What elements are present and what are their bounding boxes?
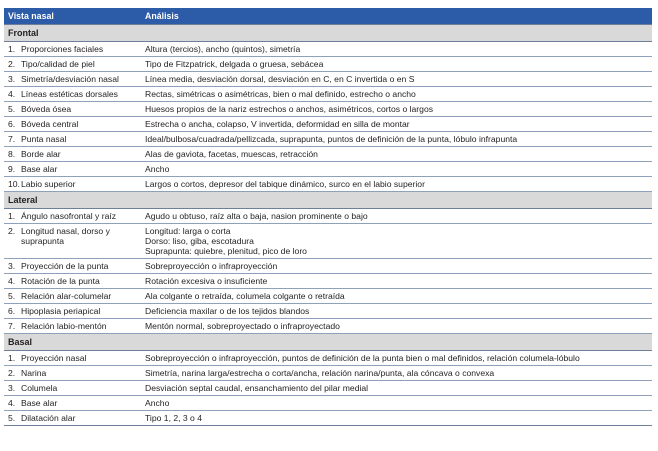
header-analisis: Análisis: [141, 8, 652, 25]
vista-cell: [4, 411, 141, 426]
analysis-cell: [141, 87, 652, 102]
vista-cell: [4, 102, 141, 117]
section-title: Lateral: [4, 192, 652, 209]
analysis-text: Desviación septal caudal, ensanchamiento del pilar medial: [145, 383, 369, 393]
row-label: Rotación de la punta: [21, 276, 100, 286]
row-number: 3.: [8, 383, 16, 393]
table-row: [4, 411, 652, 426]
vista-cell: [4, 147, 141, 162]
row-number: 10.: [8, 179, 20, 189]
vista-cell: [4, 224, 141, 259]
analysis-cell: [141, 274, 652, 289]
analysis-cell: [141, 351, 652, 366]
vista-cell: [4, 72, 141, 87]
section-header-basal: [4, 334, 652, 351]
row-number: 8.: [8, 149, 16, 159]
row-label: Líneas estéticas dorsales: [21, 89, 118, 99]
table-row: [4, 147, 652, 162]
analysis-cell: [141, 42, 652, 57]
analysis-text: Sobreproyección o infraproyección, puntos de definición de la punta bien o mal definidos, relación columela-lóbulo: [145, 353, 580, 363]
analysis-cell: [141, 162, 652, 177]
table-row: [4, 351, 652, 366]
analysis-cell: [141, 117, 652, 132]
row-label: Columela: [21, 383, 58, 393]
row-number: 2.: [8, 59, 16, 69]
analysis-text: Estrecha o ancha, colapso, V invertida, deformidad en silla de montar: [145, 119, 410, 129]
row-label: Borde alar: [21, 149, 61, 159]
row-label: Proyección de la punta: [21, 261, 109, 271]
row-label: Tipo/calidad de piel: [21, 59, 95, 69]
vista-cell: [4, 259, 141, 274]
analysis-cell: [141, 224, 652, 259]
row-label: Hipoplasia periapical: [21, 306, 101, 316]
analysis-text: Ancho: [145, 398, 170, 408]
row-number: 3.: [8, 261, 16, 271]
analysis-cell: [141, 177, 652, 192]
analysis-cell: [141, 72, 652, 87]
row-label: Simetría/desviación nasal: [21, 74, 119, 84]
row-label: Dilatación alar: [21, 413, 76, 423]
row-number: 1.: [8, 211, 16, 221]
section-title: Basal: [4, 334, 652, 351]
analysis-text: Largos o cortos, depresor del tabique dinámico, surco en el labio superior: [145, 179, 425, 189]
table-row: [4, 274, 652, 289]
analysis-text: Ancho: [145, 164, 170, 174]
analysis-cell: [141, 102, 652, 117]
table-row: [4, 42, 652, 57]
table-row: [4, 209, 652, 224]
table-row: [4, 87, 652, 102]
analysis-text: Agudo u obtuso, raíz alta o baja, nasion prominente o bajo: [145, 211, 368, 221]
analysis-cell: [141, 259, 652, 274]
table-row: [4, 177, 652, 192]
analysis-text: Mentón normal, sobreproyectado o infraproyectado: [145, 321, 340, 331]
analysis-cell: [141, 366, 652, 381]
row-number: 3.: [8, 74, 16, 84]
analysis-text: Ideal/bulbosa/cuadrada/pellizcada, suprapunta, puntos de definición de la punta, lóbulo infrapunta: [145, 134, 518, 144]
table-row: [4, 102, 652, 117]
row-label: Labio superior: [21, 179, 76, 189]
row-number: 5.: [8, 413, 16, 423]
analysis-text: Alas de gaviota, facetas, muescas, retracción: [145, 149, 318, 159]
row-number: 7.: [8, 321, 16, 331]
nasal-analysis-table-container: [4, 8, 652, 426]
analysis-text: Simetría, narina larga/estrecha o corta/ancha, relación narina/punta, ala cóncava o convexa: [145, 368, 495, 378]
row-label: Proporciones faciales: [21, 44, 104, 54]
nasal-analysis-table: [4, 8, 652, 426]
row-number: 4.: [8, 276, 16, 286]
analysis-text: Huesos propios de la nariz estrechos o anchos, asimétricos, cortos o largos: [145, 104, 434, 114]
table-row: [4, 72, 652, 87]
row-number: 5.: [8, 291, 16, 301]
vista-cell: [4, 351, 141, 366]
header-vista-nasal: Vista nasal: [4, 8, 141, 25]
table-row: [4, 396, 652, 411]
row-number: 6.: [8, 306, 16, 316]
vista-cell: [4, 132, 141, 147]
analysis-text: Línea media, desviación dorsal, desviación en C, en C invertida o en S: [145, 74, 415, 84]
row-number: 4.: [8, 398, 16, 408]
row-label: Base alar: [21, 398, 58, 408]
row-label: Longitud nasal, dorso y suprapunta: [21, 226, 110, 246]
table-row: [4, 224, 652, 259]
row-label: Base alar: [21, 164, 58, 174]
row-number: 5.: [8, 104, 16, 114]
row-number: 6.: [8, 119, 16, 129]
analysis-text: Ala colgante o retraída, columela colgante o retraída: [145, 291, 345, 301]
analysis-cell: [141, 289, 652, 304]
analysis-text: Tipo de Fitzpatrick, delgada o gruesa, sebácea: [145, 59, 324, 69]
analysis-text: Suprapunta: quiebre, plenitud, pico de loro: [145, 246, 307, 256]
row-number: 7.: [8, 134, 16, 144]
table-row: [4, 162, 652, 177]
row-label: Proyección nasal: [21, 353, 87, 363]
analysis-text: Altura (tercios), ancho (quintos), simetría: [145, 44, 301, 54]
analysis-text: Deficiencia maxilar o de los tejidos blandos: [145, 306, 310, 316]
table-row: [4, 132, 652, 147]
analysis-text: Sobreproyección o infraproyección: [145, 261, 278, 271]
vista-cell: [4, 87, 141, 102]
analysis-cell: [141, 147, 652, 162]
row-label: Relación alar-columelar: [21, 291, 112, 301]
vista-cell: [4, 42, 141, 57]
row-label: Ángulo nasofrontal y raíz: [21, 211, 117, 221]
vista-cell: [4, 304, 141, 319]
table-row: [4, 289, 652, 304]
analysis-cell: [141, 381, 652, 396]
row-number: 2.: [8, 226, 16, 236]
section-title: Frontal: [4, 25, 652, 42]
table-body: [4, 25, 652, 426]
section-header-lateral: [4, 192, 652, 209]
vista-cell: [4, 366, 141, 381]
row-label: Narina: [21, 368, 47, 378]
row-label: Punta nasal: [21, 134, 67, 144]
table-row: [4, 304, 652, 319]
vista-cell: [4, 117, 141, 132]
analysis-cell: [141, 304, 652, 319]
vista-cell: [4, 396, 141, 411]
analysis-text: Longitud: larga o corta: [145, 226, 231, 236]
analysis-cell: [141, 132, 652, 147]
analysis-cell: [141, 209, 652, 224]
analysis-cell: [141, 396, 652, 411]
analysis-text: Rotación excesiva o insuficiente: [145, 276, 268, 286]
vista-cell: [4, 209, 141, 224]
vista-cell: [4, 177, 141, 192]
section-header-frontal: [4, 25, 652, 42]
row-number: 2.: [8, 368, 16, 378]
table-row: [4, 259, 652, 274]
table-row: [4, 319, 652, 334]
vista-cell: [4, 274, 141, 289]
analysis-cell: [141, 319, 652, 334]
table-row: [4, 366, 652, 381]
row-label: Bóveda central: [21, 119, 79, 129]
analysis-text: Tipo 1, 2, 3 o 4: [145, 413, 203, 423]
row-number: 1.: [8, 44, 16, 54]
analysis-cell: [141, 57, 652, 72]
vista-cell: [4, 381, 141, 396]
row-label: Bóveda ósea: [21, 104, 72, 114]
vista-cell: [4, 289, 141, 304]
row-number: 9.: [8, 164, 16, 174]
row-label: Relación labio-mentón: [21, 321, 107, 331]
table-header-row: [4, 8, 652, 25]
vista-cell: [4, 162, 141, 177]
table-row: [4, 381, 652, 396]
vista-cell: [4, 57, 141, 72]
analysis-text: Rectas, simétricas o asimétricas, bien o mal definido, estrecho o ancho: [145, 89, 416, 99]
analysis-text: Dorso: liso, giba, escotadura: [145, 236, 254, 246]
analysis-cell: [141, 411, 652, 426]
table-row: [4, 117, 652, 132]
table-row: [4, 57, 652, 72]
vista-cell: [4, 319, 141, 334]
row-number: 1.: [8, 353, 16, 363]
row-number: 4.: [8, 89, 16, 99]
